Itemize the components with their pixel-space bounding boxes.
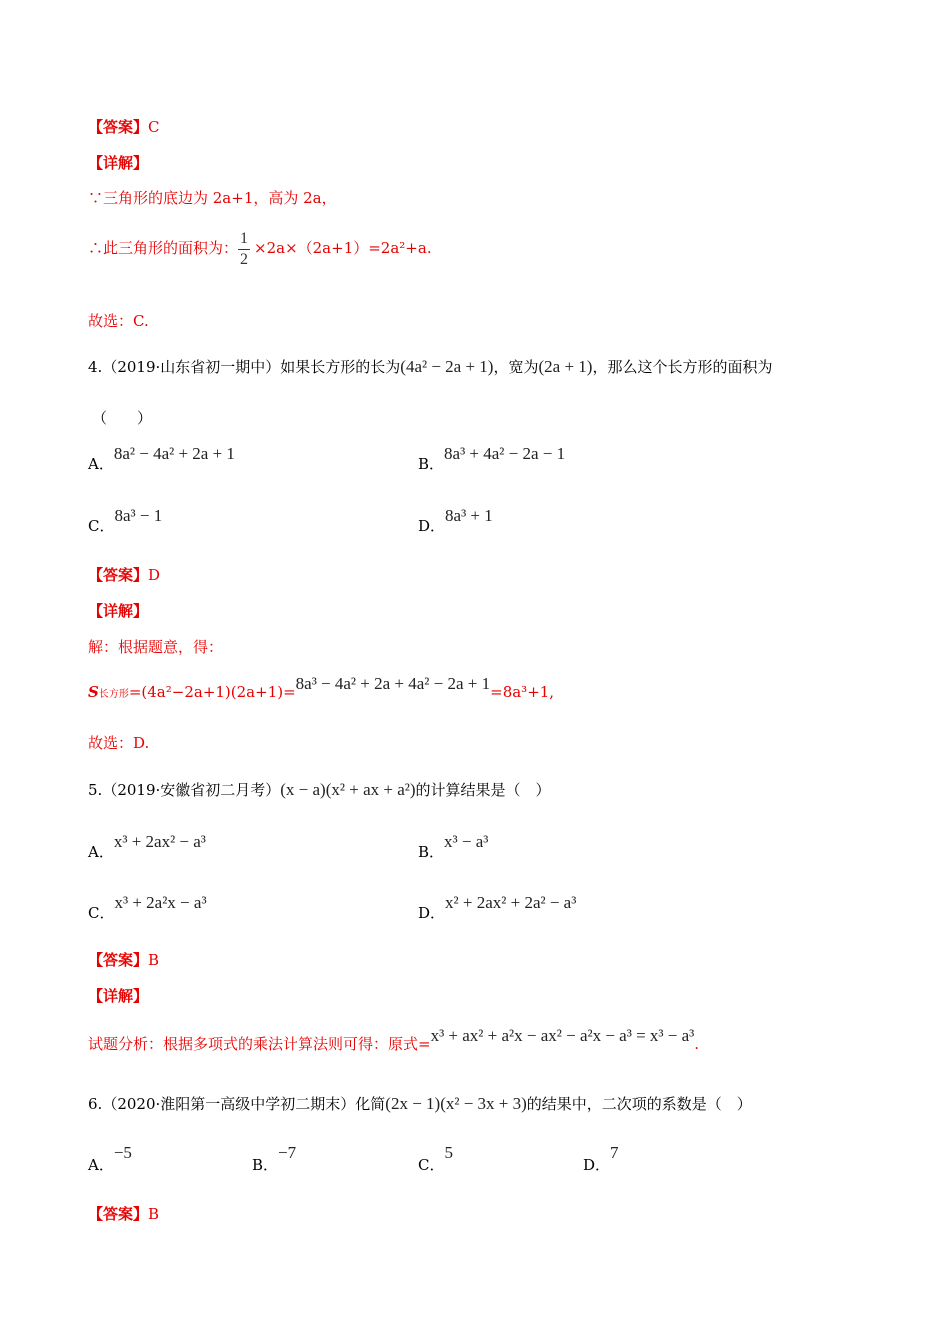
q3-detail-line2: ∴此三角形的面积为： $\frac{1}{2}$ ×2a×（2a+1）=2a²+a. [88,229,432,268]
q5-option-b[interactable]: B．x³ − a³ [418,832,489,861]
q4-option-a[interactable]: A．8a² − 4a² + 2a + 1 [88,444,235,473]
q5-option-c[interactable]: C．x³ + 2a²x − a³ [88,893,207,922]
q4-detail-heading: 【详解】 [88,602,149,620]
q5-expr: (x − a)(x² + ax + a²) [280,780,416,799]
q4-blank: （ ） [92,409,153,427]
q3-choose: 故选：C. [88,312,149,330]
q6-answer: 【答案】B [88,1205,160,1223]
q5-detail-heading: 【详解】 [88,987,149,1005]
q6-option-c[interactable]: C．5 [418,1143,453,1174]
q4-solution-line1: 解：根据题意，得： [88,638,224,656]
q5-option-a[interactable]: A．x³ + 2ax² − a³ [88,832,206,861]
q4-option-c[interactable]: C．8a³ − 1 [88,506,163,535]
q4-length-expr: (4a² − 2a + 1) [400,357,494,376]
q6-expr: (2x − 1)(x² − 3x + 3) [385,1094,527,1113]
q4-choose: 故选：D. [88,734,150,752]
q6-option-d[interactable]: D．7 [583,1143,619,1174]
q4-option-d[interactable]: D．8a³ + 1 [418,506,493,535]
q5-option-d[interactable]: D．x² + 2ax² + 2a² − a³ [418,893,577,922]
q3-answer: 【答案】C [88,118,160,136]
q3-detail-line1: ∵三角形的底边为 2a+1，高为 2a， [88,189,337,207]
q5-analysis: 试题分析：根据多项式的乘法计算法则可得：原式=x³ + ax² + a²x − ax² − a²x − a³ = x³ − a³. [88,1026,700,1053]
q3-half-fraction: $\frac{1}{2}$ [240,229,249,268]
q4-option-b[interactable]: B．8a³ + 4a² − 2a − 1 [418,444,566,473]
q3-detail-heading: 【详解】 [88,154,149,172]
q4-stem: 4.（2019·山东省初一期中）如果长方形的长为(4a² − 2a + 1)，宽为(2a + 1)，那么这个长方形的面积为 [88,357,773,376]
q5-answer: 【答案】B [88,951,160,969]
q4-solution-line2: S长方形=(4a²−2a+1)(2a+1)=8a³ − 4a² + 2a + 4a² − 2a + 1=8a³+1, [88,674,555,701]
q5-analysis-expr: x³ + ax² + a²x − ax² − a²x − a³ = x³ − a³ [430,1026,695,1045]
q5-stem: 5.（2019·安徽省初二月考）(x − a)(x² + ax + a²)的计算结果是（ ） [88,780,551,799]
q6-stem: 6.（2020·淮阳第一高级中学初二期末）化简(2x − 1)(x² − 3x + 3)的结果中，二次项的系数是（ ） [88,1094,752,1113]
q4-answer: 【答案】D [88,566,161,584]
q4-expansion-expr: 8a³ − 4a² + 2a + 4a² − 2a + 1 [295,674,491,693]
q6-option-a[interactable]: A．−5 [88,1143,132,1174]
q4-width-expr: (2a + 1) [538,357,593,376]
q6-option-b[interactable]: B．−7 [252,1143,297,1174]
